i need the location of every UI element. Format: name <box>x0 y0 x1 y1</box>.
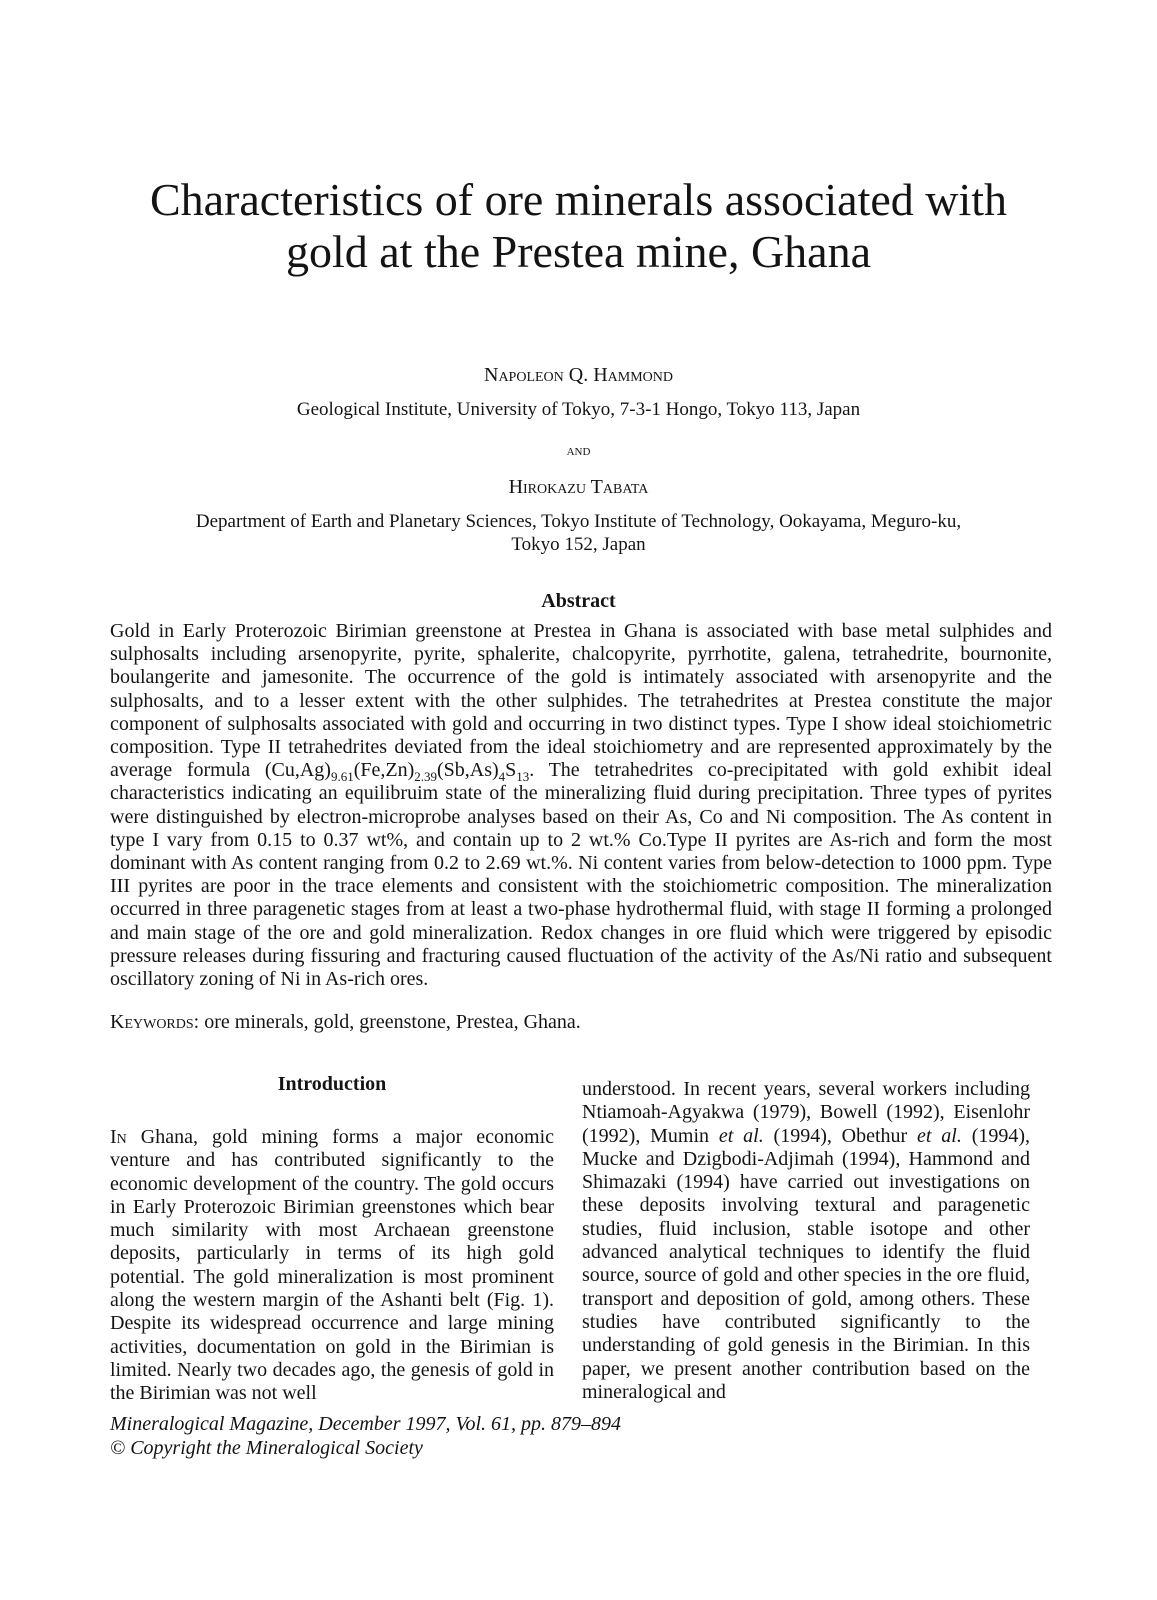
right-text-3: (1994), Mucke and Dzigbodi-Adjimah (1994), Hammond and Shimazaki (1994) have carried out investigations on these deposits involving textural and paragenetic studies, fluid inclusion, stable isotope and other advanced analytical techniques to identify the fluid source, source of gold and other species in the ore fluid, transport and deposition of gold, among others. These studies have contributed significantly to the understanding of gold genesis in the Birimian. In this paper, we present another contribution based on the mineralogical and <box>582 1124 1031 1403</box>
affiliation-2-line-1: Department of Earth and Planetary Sciences, Tokyo Institute of Technology, Ookayama, Meguro-ku, <box>195 511 962 532</box>
author-conjunction: and <box>566 443 591 459</box>
author-1-name: Napoleon Q. Hammond <box>484 364 673 386</box>
chemical-formula: $(Cu,Ag)_{9.61}(Fe,Zn)_{2.39}(Sb,As)_4S_{13}$ <box>264 759 530 785</box>
keywords-text: ore minerals, gold, greenstone, Prestea, Ghana. <box>199 1011 581 1033</box>
abstract-text-2: . The tetrahedrites co-precipitated with gold exhibit ideal characteristics indicating an equilibruim state of the mineralizing fluid during precipitation. Three types of pyrites were distinguished by electron-microprobe analyses based on their As, Co and Ni composition. The As content in type I vary from 0.15 to 0.37 wt%, and contain up to 2 wt.% Co.Type II pyrites are As-rich and form the most dominant with As content ranging from 0.2 to 2.69 wt.%. Ni content varies from below-detection to 1000 ppm. Type III pyrites are poor in the trace elements and consistent with the stoichiometric composition. The mineralization occurred in three paragenetic stages from at least a two-phase hydrothermal fluid, with stage II forming a prolonged and main stage of the ore and gold mineralization. Redox changes in ore fluid which were triggered by episodic pressure releases during fissuring and fracturing caused fluctuation of the activity of the As/Ni ratio and subsequent oscillatory zoning of Ni in As-rich ores. <box>110 759 1053 991</box>
affiliation-2-line-2: Tokyo 152, Japan <box>511 534 646 555</box>
introduction-left-column <box>110 1126 554 1406</box>
et-al-2: et al. <box>917 1124 962 1147</box>
et-al-1: et al. <box>718 1124 764 1147</box>
author-2-affiliation <box>0 510 1157 556</box>
right-text-1: understood. In recent years, several workers including Ntiamoah-Agyakwa (1979), Bowell (1992), Eisenlohr (1992), Mumin <box>582 1078 1030 1147</box>
abstract-heading: Abstract <box>541 590 616 612</box>
abstract-text-1: Gold in Early Proterozoic Birimian greenstone at Prestea in Ghana is associated with base metal sulphides and sulphosalts including arsenopyrite, pyrite, sphalerite, chalcopyrite, pyrrhotite, galena, tetrahedrite, bournonite, boulangerite and jamesonite. The occurrence of the gold is intimately associated with arsenopyrite and the sulphosalts, and to a lesser extent with the other sulphides. The tetrahedrites at Prestea constitute the major component of sulphosalts associated with gold and occurring in two distinct types. Type I show ideal stoichiometric composition. Type II tetrahedrites deviated from the ideal stoichiometry and are represented approximately by the average formula <box>110 620 1052 782</box>
introduction-right-column <box>582 1078 1030 1404</box>
keywords-label: Keywords: <box>110 1011 200 1033</box>
introduction-heading: Introduction <box>277 1073 387 1095</box>
journal-citation: Mineralogical Magazine, December 1997, Vol. 61, pp. 879–894 <box>110 1413 622 1435</box>
journal-footer <box>110 1412 810 1460</box>
keywords <box>110 1011 1052 1034</box>
abstract-body <box>110 620 1052 991</box>
title-line-2: gold at the Prestea mine, Ghana <box>285 226 872 277</box>
title-line-1: Characteristics of ore minerals associated with <box>149 174 1008 225</box>
copyright-notice: © Copyright the Mineralogical Society <box>110 1437 423 1459</box>
introduction-left-text: Ghana, gold mining forms a major economic venture and has contributed significantly to the economic development of the country. The gold occurs in Early Proterozoic Birimian greenstones which bear much similarity with most Archaean greenstone deposits, particularly in terms of its high gold potential. The gold mineralization is most prominent along the western margin of the Ashanti belt (Fig. 1). Despite its widespread occurrence and large mining activities, documentation on gold in the Birimian is limited. Nearly two decades ago, the genesis of gold in the Birimian was not well <box>110 1126 554 1405</box>
introduction-lead: In <box>110 1126 127 1148</box>
author-1-affiliation: Geological Institute, University of Tokyo, 7-3-1 Hongo, Tokyo 113, Japan <box>296 399 861 420</box>
right-text-2: (1994), Obethur <box>763 1124 918 1147</box>
paper-title <box>0 174 1157 278</box>
author-2-name: Hirokazu Tabata <box>508 476 649 498</box>
